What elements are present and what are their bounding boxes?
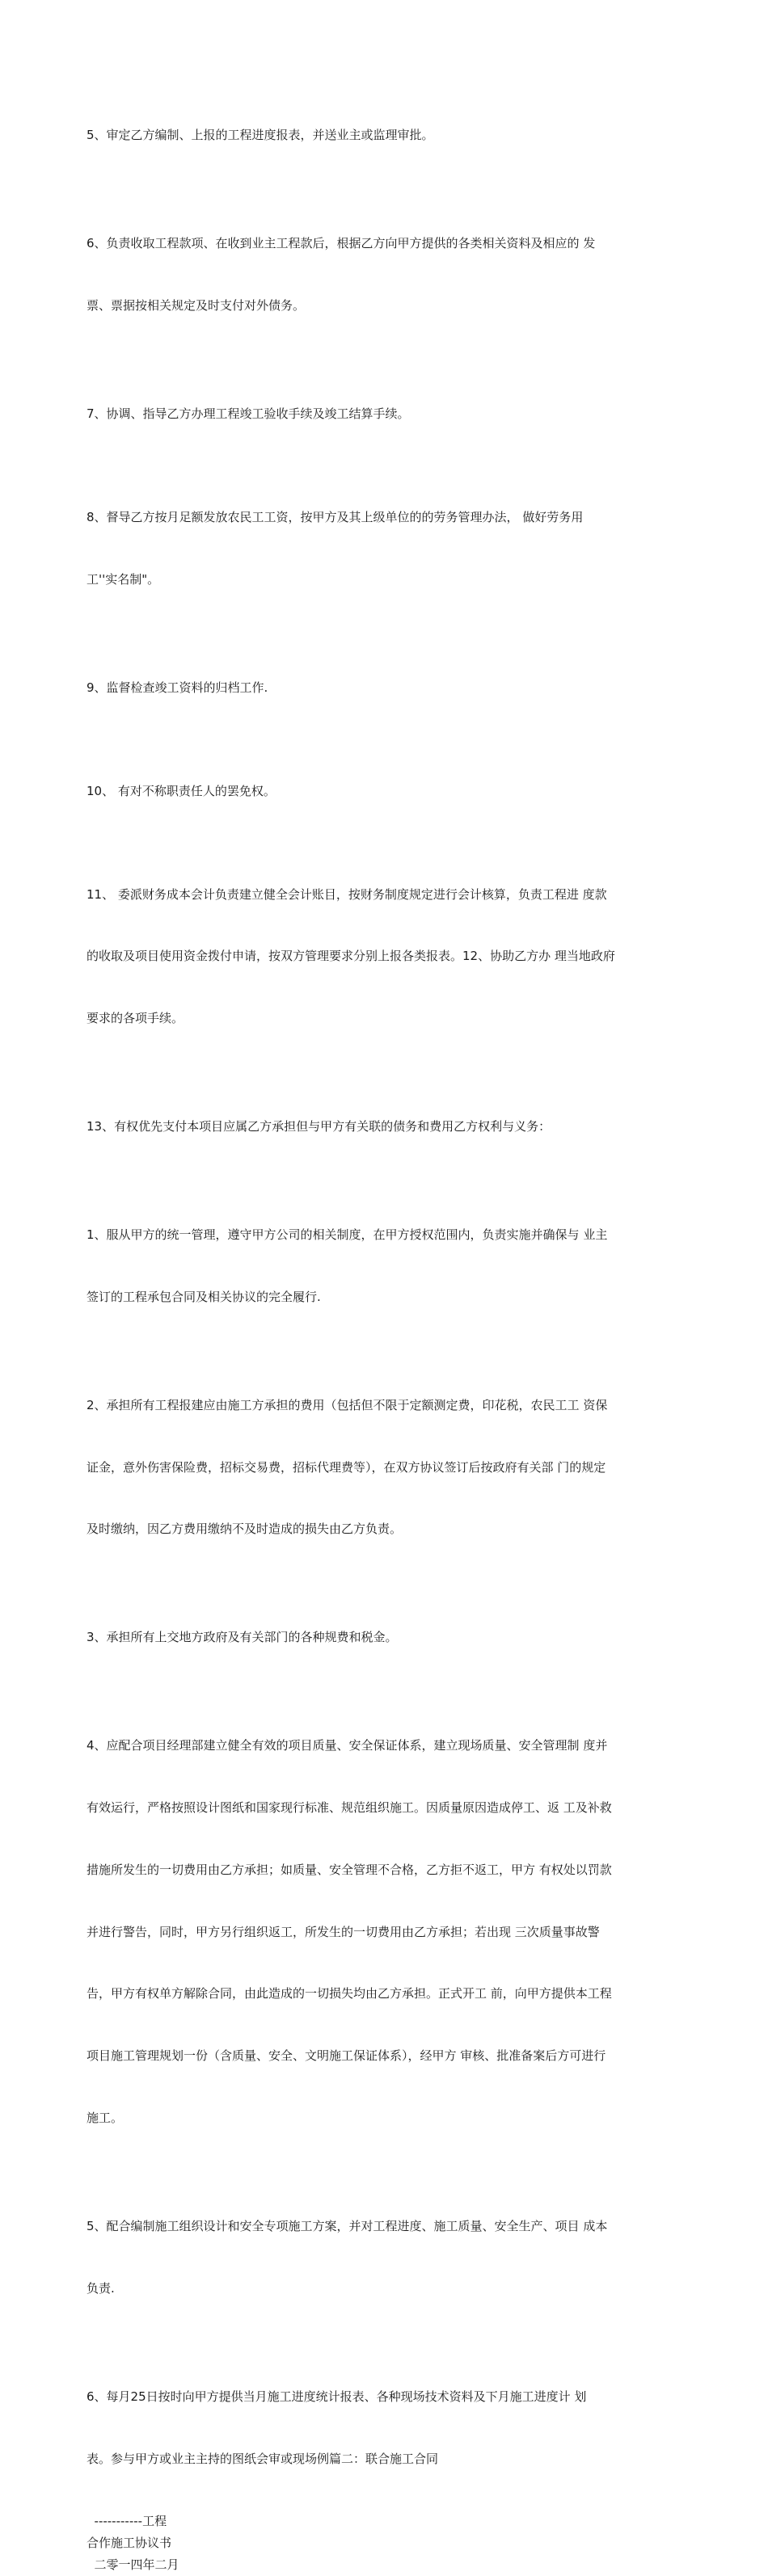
text-line: 负责. [87,2280,115,2296]
clause-13-priority-payment [87,1075,686,1179]
duty-1-obey-management [87,1184,686,1349]
text-line: 3、承担所有上交地方政府及有关部门的各种规费和税金。 [87,1630,398,1645]
text-line: 10、 有对不称职责任人的罢免权。 [87,783,276,798]
text-line: 1、服从甲方的统一管理，遵守甲方公司的相关制度，在甲方授权范围内，负责实施并确保与 业主 [87,1227,608,1243]
text-line: 要求的各项手续。 [87,1011,184,1026]
text-line: 票、票据按相关规定及时支付对外债务。 [87,297,306,313]
agreement-title: 合作施工协议书 [87,2536,172,2551]
text-line: 4、应配合项目经理部建立健全有效的项目质量、安全保证体系，建立现场质量、安全管理制 度并 [87,1738,608,1753]
project-name-line: -----------工程 [87,2514,167,2529]
text-line: 5、配合编制施工组织设计和安全专项施工方案，并对工程进度、施工质量、安全生产、项目 成本 [87,2218,608,2233]
text-line: 项目施工管理规划一份（含质量、安全、文明施工保证体系），经甲方 审核、批准备案后方可进行 [87,2048,606,2064]
text-line: 6、每月25日按时向甲方提供当月施工进度统计报表、各种现场技术资料及下月施工进度计 划 [87,2389,587,2404]
text-line: 11、 委派财务成本会计负责建立健全会计账目，按财务制度规定进行会计核算，负责工程进 度款 [87,886,607,902]
text-line: 2、承担所有工程报建应由施工方承担的费用（包括但不限于定额测定费，印花税，农民工工 资保 [87,1397,608,1412]
date-line: 二零一四年二月 [87,2557,179,2573]
duty-5-construction-plan [87,2175,686,2341]
clause-11-accounting [87,843,686,1071]
text-line: 表。参与甲方或业主主持的图纸会审或现场例篇二：联合施工合同 [87,2451,439,2466]
text-line: 的收取及项目使用资金拨付申请，按双方管理要求分别上报各类报表。12、协助乙方办 理当地政府 [87,949,615,964]
text-line: 5、审定乙方编制、上报的工程进度报表，并送业主或监理审批。 [87,128,434,143]
text-line: 证金，意外伤害保险费，招标交易费，招标代理费等），在双方协议签订后按政府有关部 门的规定 [87,1459,606,1475]
clause-6-collect-payments [87,192,686,358]
text-line: 并进行警告，同时，甲方另行组织返工，所发生的一切费用由乙方承担；若出现 三次质量事故警 [87,1924,600,1939]
text-line: 告，甲方有权单方解除合同，由此造成的一切损失均由乙方承担。正式开工 前，向甲方提供本工程 [87,1986,612,2001]
duty-3-taxes [87,1586,686,1690]
text-line: 8、督导乙方按月足额发放农民工工资，按甲方及其上级单位的的劳务管理办法， 做好劳务用 [87,509,584,524]
clause-10-dismissal [87,739,686,843]
text-line: 施工。 [87,2111,124,2125]
duty-6-monthly-report [87,2346,686,2511]
text-line: 9、监督检查竣工资料的归档工作. [87,680,268,695]
clause-9-archive [87,636,686,739]
clause-5-review-schedule [87,84,686,187]
text-line: 工''实名制"。 [87,571,160,587]
contract-title-block [87,2511,686,2576]
duty-4-quality-safety [87,1694,686,2170]
duty-2-bear-fees [87,1354,686,1582]
text-line: 6、负责收取工程款项、在收到业主工程款后，根据乙方向甲方提供的各类相关资料及相应的 发 [87,236,596,251]
text-line: 7、协调、指导乙方办理工程竣工验收手续及竣工结算手续。 [87,406,410,421]
text-line: 签订的工程承包合同及相关协议的完全履行. [87,1289,321,1304]
clause-8-wages [87,466,686,632]
text-line: 13、有权优先支付本项目应属乙方承担但与甲方有关联的债务和费用乙方权利与义务： [87,1119,551,1134]
text-line: 及时缴纳，因乙方费用缴纳不及时造成的损失由乙方负责。 [87,1522,403,1537]
text-line: 有效运行，严格按照设计图纸和国家现行标准、规范组织施工。因质量原因造成停工、返 工及补救 [87,1800,612,1816]
clause-7-coordinate-acceptance [87,363,686,466]
text-line: 措施所发生的一切费用由乙方承担；如质量、安全管理不合格，乙方拒不返工，甲方 有权处以罚款 [87,1862,612,1877]
document-body [87,84,686,2576]
